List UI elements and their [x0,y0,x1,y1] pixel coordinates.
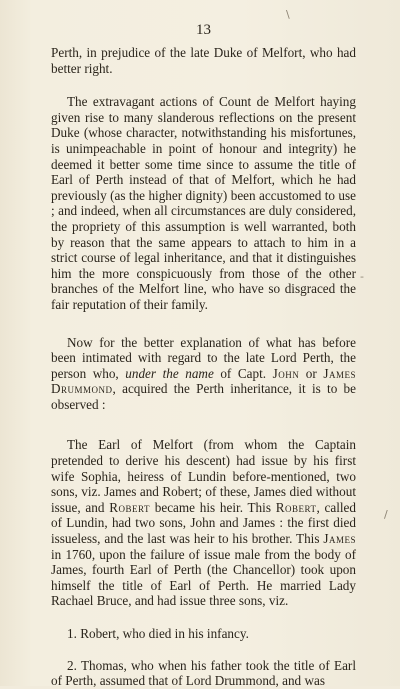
paragraph-explanation [51,335,356,413]
paragraph-extravagant-actions: The extravagant actions of Count de Melfort haying given rise to many slanderous reflections on the present Duke (whose character, notwithstanding his misfortunes, is unimpeachable in point of honour and integrity) he deemed it better some time since to assume the title of Earl of Perth instead of that of Melfort, which he had previously (as the higher dignity) been accustomed to use ; and indeed, when all circumstances are duly considered, the propriety of this assumption is well warranted, both by reason that the same appears to attach to him in a strict course of legal inheritance, and that it distinguishes him the more conspicuously from those of the other branches of the Melfort line, who have so disgraced the fair reputation of their family. [51,94,356,312]
small-caps-name: James Drummond [51,365,356,397]
small-caps-name: James [323,531,356,547]
paragraph-text: of Capt. [213,365,273,381]
list-item: 1. Robert, who died in his infancy. [67,626,249,641]
paragraph-text: The Earl of Melfort (from whom the Captain pretended to derive his descent) had issue by his first wife Sophia, heiress of Lundin before-mentioned, two sons, viz. James and Robert; of these, James died without issue, and [51,437,356,515]
small-caps-name: Robert [275,499,317,515]
page-number: 13 [196,22,211,38]
paragraph-text: , called of Lundin, had two sons, John and James : the first died issueless, and the last was heir to his brother. This [51,499,357,547]
paragraph-earl-of-melfort [51,437,356,609]
paragraph-continuation: Perth, in prejudice of the late Duke of Melfort, who had better right. [51,45,356,76]
small-caps-name: Robert [109,499,150,515]
page-mark: \ [286,8,290,21]
list-item: 2. Thomas, who when his father took the title of Earl of Perth, assumed that of Lord Drummond, and was [51,657,356,689]
small-caps-name: John [272,365,300,381]
page-mark: / [384,508,388,521]
italic-phrase: under the name [125,365,214,381]
page-mark: - [360,270,364,283]
paragraph-text: , acquired the Perth inheritance, it is to be observed : [51,381,356,412]
paragraph-text: in 1760, upon the failure of issue male from the body of James, fourth Earl of Perth (the Chancellor) took upon himself the title of Earl of Perth. He married Lady Rachael Bruce, and had issue three sons, viz. [51,546,356,609]
paragraph-text: Now for the better explanation of what has before been intimated with regard to the late Lord Perth, the person who, [51,334,356,381]
paragraph-text: or [299,365,324,381]
paragraph-text: became his heir. This [150,499,276,515]
